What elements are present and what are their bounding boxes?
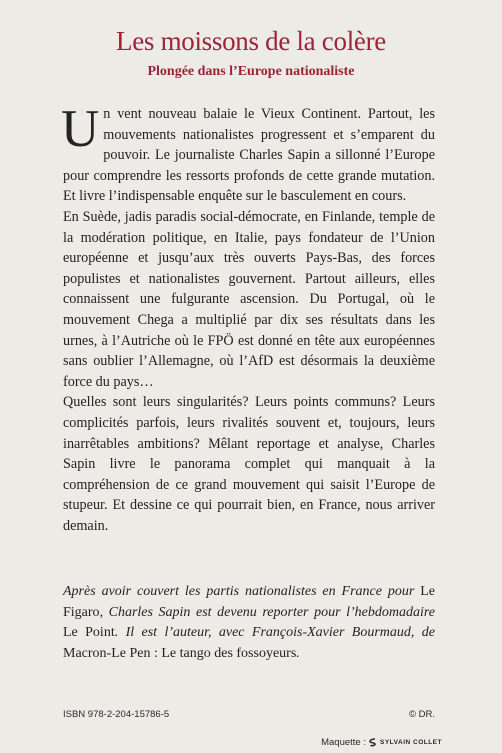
blurb [61, 100, 435, 536]
bio-text-3: . Il est l’auteur, avec François-Xavier Bourmaud, de [114, 625, 435, 641]
cropped-top-text [0, 0, 502, 12]
blurb-paragraph-1-text: n vent nouveau balaie le Vieux Continent. Partout, les mouvements nationalistes progressent et s’emparent du pouvoir. Le journaliste Charles Sapin a sillonné l’Europe pour comprendre les ressorts profonds de cette grande mutation. Et livre l’indispensable enquête sur le basculement en cours. [63, 106, 435, 205]
maquette-brand: SYLVAIN COLLET [379, 739, 442, 746]
bio-newspaper-1: Le Figaro [63, 584, 435, 620]
bio-text-2: , Charles Sapin est devenu reporter pour l’hebdomadaire [99, 604, 435, 620]
bio-text-4: . [296, 645, 300, 661]
drop-cap: U [61, 100, 100, 158]
isbn: ISBN 978-2-204-15786-5 [63, 709, 170, 720]
book-title: Les moissons de la colère [116, 26, 386, 56]
maquette-label: Maquette : [321, 737, 366, 748]
blurb-paragraph-1 [61, 100, 435, 207]
author-bio [63, 582, 435, 664]
photo-credit: © DR. [409, 709, 435, 720]
book-subtitle: Plongée dans l’Europe nationaliste [147, 64, 355, 79]
bio-book-title: Macron-Le Pen : Le tango des fossoyeurs [63, 645, 297, 661]
blurb-paragraph-3: Quelles sont leurs singularités? Leurs points communs? Leurs complicités parfois, leurs rivalités souvent et, toujours, leurs inarrêtables ambitions? Mêlant reportage et analyse, Charles Sapin livre le panorama complet qui manquait à la compréhension de ce grand mouvement qui saisit l’Europe de stupeur. Et dessine ce qui pourrait bien, en France, nous arriver demain. [63, 394, 435, 534]
blurb-paragraph-2: En Suède, jadis paradis social-démocrate, en Finlande, temple de la modération politique, en Italie, pays fondateur de l’Union européenne et jusqu’aux très ouverts Pays-Bas, des forces populistes et nationalistes gouvernent. Partout ailleurs, elles connaissent une fulgurante ascension. Du Portugal, où le mouvement Chega a multiplié par dix ses résultats dans les urnes, à l’Autriche où le FPÖ est donné en tête aux européennes sans oublier l’Allemagne, où l’AfD est désormais la deuxième force du pays… [63, 208, 435, 390]
sylvain-collet-logo-icon [369, 738, 377, 747]
bio-newspaper-2: Le Point [63, 625, 115, 641]
design-credit [321, 737, 442, 748]
bio-text-1: Après avoir couvert les partis nationalistes en France pour [63, 584, 421, 599]
